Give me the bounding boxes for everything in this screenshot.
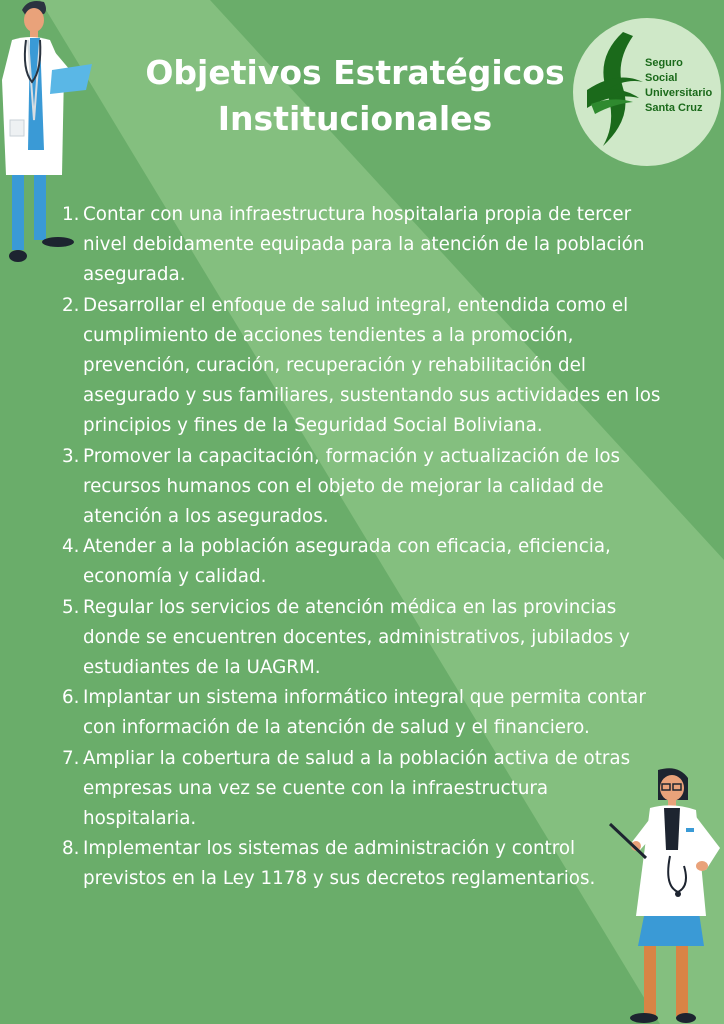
list-item: [62, 834, 662, 894]
list-item-number: 3.: [62, 445, 80, 467]
list-item-text: Desarrollar el enfoque de salud integral, entendida como el cumplimiento de acciones tendientes a la promoción, prevención, curación, recuperación y rehabilitación del asegurado y sus familiares, sustentando sus actividades en los principios y fines de la Seguridad Social Boliviana.: [83, 294, 661, 437]
page-title: [120, 50, 590, 142]
list-item: [62, 200, 662, 291]
list-item-text: Ampliar la cobertura de salud a la población activa de otras empresas una vez se cuente con la infraestructura hospitalaria.: [83, 747, 631, 830]
list-item: [62, 744, 662, 835]
logo-line-3: Universitario: [645, 87, 713, 99]
list-item-number: 1.: [62, 204, 80, 225]
list-item: [62, 532, 662, 592]
page-title-line-2: Institucionales: [217, 99, 493, 138]
list-item-number: 5.: [62, 596, 80, 618]
logo-line-4: Santa Cruz: [645, 102, 703, 114]
logo-line-1: Seguro: [645, 57, 683, 69]
list-item: [62, 683, 662, 743]
list-item: [62, 291, 662, 442]
list-item-text: Regular los servicios de atención médica en las provincias donde se encuentren docentes, administrativos, jubilados y estudiantes de la UAGRM.: [83, 596, 630, 679]
list-item-text: Implantar un sistema informático integral que permita contar con información de la atención de salud y el financiero.: [83, 687, 646, 739]
list-item-text: Implementar los sistemas de administración y control previstos en la Ley 1178 y sus decretos reglamentarios.: [83, 838, 596, 890]
list-item-number: 2.: [62, 294, 80, 316]
list-item-number: 4.: [62, 536, 80, 558]
list-item-text: Atender a la población asegurada con eficacia, eficiencia, economía y calidad.: [83, 536, 611, 588]
list-item-number: 7.: [62, 747, 80, 769]
objectives-list: [62, 200, 662, 895]
list-item-text: Contar con una infraestructura hospitalaria propia de tercer nivel debidamente equipada para la atención de la población asegurada.: [83, 204, 645, 286]
female-doctor-illustration: [606, 766, 724, 1024]
list-item: [62, 593, 662, 684]
list-item-number: 8.: [62, 838, 80, 860]
logo: [573, 18, 721, 166]
list-item-text: Promover la capacitación, formación y actualización de los recursos humanos con el objeto de mejorar la calidad de atención a los asegurados.: [83, 445, 621, 528]
logo-line-2: Social: [645, 72, 678, 84]
page-title-line-1: Objetivos Estratégicos: [145, 53, 565, 92]
list-item: [62, 442, 662, 533]
logo-text: [645, 56, 712, 116]
list-item-number: 6.: [62, 687, 80, 709]
